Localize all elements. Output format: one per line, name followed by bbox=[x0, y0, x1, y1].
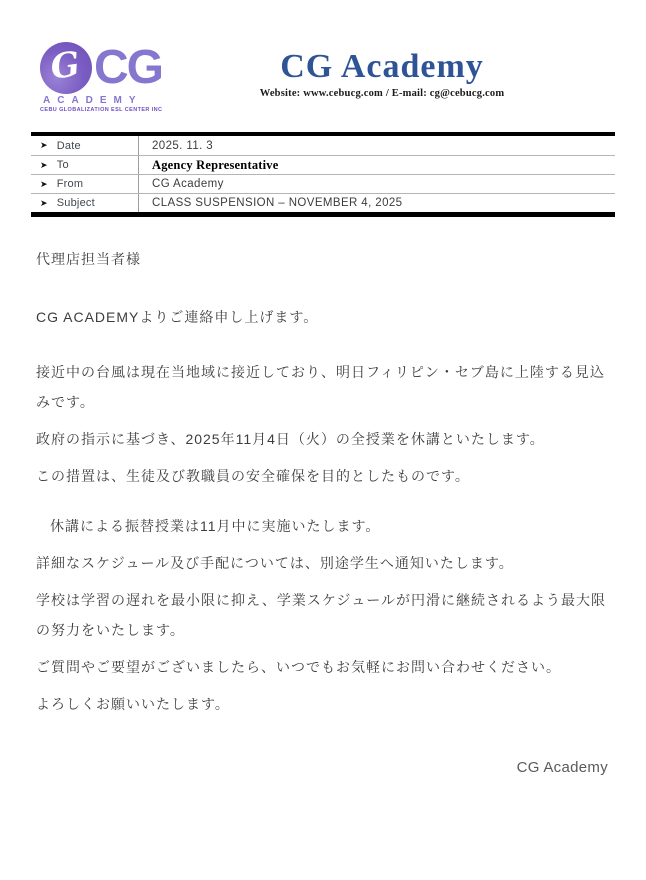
salutation: 代理店担当者様 bbox=[36, 251, 141, 267]
row-label: To bbox=[56, 159, 69, 171]
paragraph: 学校は学習の遅れを最小限に抑え、学業スケジュールが円滑に継続されるよう最大限の努力をいたします。 bbox=[36, 592, 606, 638]
arrow-bullet-icon: ➤ bbox=[40, 140, 48, 150]
contact-line: Website: www.cebucg.com / E-mail: cg@cebucg.com bbox=[259, 88, 505, 100]
table-row-from bbox=[31, 174, 615, 193]
arrow-bullet-icon: ➤ bbox=[40, 159, 48, 170]
table-row-to bbox=[31, 155, 615, 174]
table-row-subject bbox=[31, 193, 615, 212]
row-label: Date bbox=[56, 139, 81, 152]
logo-subtext: CEBU GLOBALIZATION ESL CENTER INC bbox=[40, 107, 163, 113]
row-label-cell bbox=[31, 136, 139, 155]
arrow-bullet-icon: ➤ bbox=[40, 178, 48, 189]
logo-monogram-icon bbox=[40, 42, 92, 94]
closing-line: よろしくお願いいたします。 bbox=[36, 696, 230, 712]
row-label: From bbox=[56, 178, 84, 190]
row-value: 2025. 11. 3 bbox=[152, 139, 214, 152]
logo-academy-text: ACADEMY bbox=[43, 95, 143, 106]
table-row-date bbox=[31, 136, 615, 155]
paragraph: CG ACADEMYよりご連絡申し上げます。 bbox=[36, 309, 319, 325]
page-title: CG Academy bbox=[280, 48, 484, 85]
row-label-cell bbox=[31, 175, 139, 193]
logo-brand-text: CG bbox=[94, 41, 162, 94]
paragraph: 接近中の台風は現在当地域に接近しており、明日フィリピン・セブ島に上陸する見込みです。 bbox=[36, 364, 605, 410]
paragraph: 政府の指示に基づき、2025年11月4日（火）の全授業を休講といたします。 bbox=[36, 431, 545, 447]
row-value: CG Academy bbox=[152, 178, 224, 190]
row-value: CLASS SUSPENSION – NOVEMBER 4, 2025 bbox=[152, 197, 403, 209]
row-label: Subject bbox=[56, 197, 95, 209]
paragraph: 詳細なスケジュール及び手配については、別途学生へ通知いたします。 bbox=[36, 555, 514, 571]
logo-monogram-letter: G bbox=[48, 44, 83, 88]
signature: CG Academy bbox=[516, 759, 608, 776]
paragraph: この措置は、生徒及び教職員の安全確保を目的としたものです。 bbox=[36, 468, 470, 484]
letter-body bbox=[36, 217, 610, 719]
row-label-cell bbox=[31, 156, 139, 174]
meta-table bbox=[31, 132, 615, 217]
paragraph: ご質問やご要望がございましたら、いつでもお気軽にお問い合わせください。 bbox=[36, 659, 561, 675]
title-block bbox=[150, 48, 614, 99]
row-label-cell bbox=[31, 194, 139, 212]
letter-header bbox=[0, 0, 646, 132]
paragraph: 休講による振替授業は11月中に実施いたします。 bbox=[50, 518, 381, 534]
row-value: Agency Representative bbox=[152, 157, 279, 172]
arrow-bullet-icon: ➤ bbox=[40, 197, 48, 208]
